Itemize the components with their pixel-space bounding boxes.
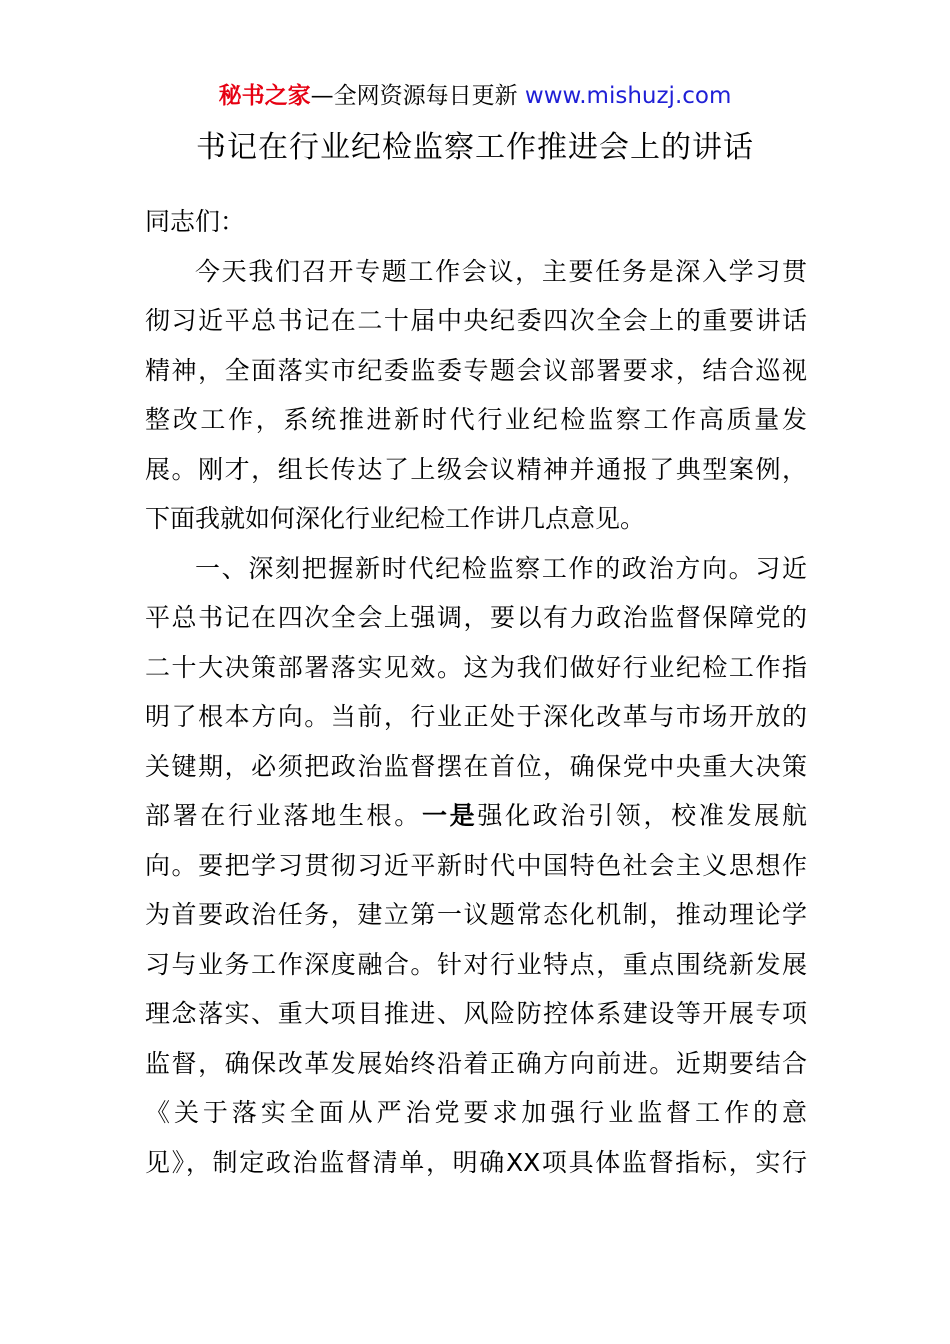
salutation: 同志们：	[145, 207, 246, 236]
paragraph-line: 展。刚才，组长传达了上级会议精神并通报了典型案例，	[145, 454, 807, 484]
paragraph-line: 监督，确保改革发展始终沿着正确方向前进。近期要结合	[145, 1048, 807, 1078]
paragraph-line: 二十大决策部署落实见效。这为我们做好行业纪检工作指	[145, 652, 807, 682]
paragraph-line: 习与业务工作深度融合。针对行业特点，重点围绕新发展	[145, 949, 807, 979]
paragraph-line: 见》，制定政治监督清单，明确XX项具体监督指标，实行	[145, 1147, 807, 1177]
bold-marker: 一是	[421, 801, 478, 830]
document-title: 书记在行业纪检监察工作推进会上的讲话	[196, 130, 754, 165]
section-heading-line: 一、深刻把握新时代纪检监察工作的政治方向。习近	[195, 553, 807, 583]
paragraph-line: 关键期，必须把政治监督摆在首位，确保党中央重大决策	[145, 751, 807, 781]
paragraph-line: 向。要把学习贯彻习近平新时代中国特色社会主义思想作	[145, 850, 807, 880]
paragraph-line: 彻习近平总书记在二十届中央纪委四次全会上的重要讲话	[145, 306, 807, 335]
paragraph-line: 为首要政治任务，建立第一议题常态化机制，推动理论学	[145, 900, 807, 929]
paragraph-line: 理念落实、重大项目推进、风险防控体系建设等开展专项	[145, 999, 807, 1028]
paragraph-line: 《关于落实全面从严治党要求加强行业监督工作的意	[145, 1098, 807, 1127]
paragraph-line: 精神，全面落实市纪委监委专题会议部署要求，结合巡视	[145, 355, 807, 385]
paragraph-line: 整改工作，系统推进新时代行业纪检监察工作高质量发	[145, 405, 807, 434]
text-run: 强化政治引领，校准发展航	[477, 801, 807, 830]
paragraph-line: 今天我们召开专题工作会议，主要任务是深入学习贯	[195, 256, 807, 286]
brand-name: 秘书之家	[218, 83, 311, 109]
paragraph-line-with-bold	[145, 791, 807, 841]
text-run: 部署在行业落地生根。	[145, 801, 422, 830]
paragraph-line: 平总书记在四次全会上强调，要以有力政治监督保障党的	[145, 603, 807, 632]
document-body	[145, 197, 807, 1187]
paragraph-line: 明了根本方向。当前，行业正处于深化改革与市场开放的	[145, 702, 807, 731]
site-header-banner	[0, 80, 950, 112]
header-tagline: —全网资源每日更新	[310, 83, 525, 109]
site-url-link[interactable]: www.mishuzj.com	[524, 83, 732, 109]
paragraph-line: 下面我就如何深化行业纪检工作讲几点意见。	[145, 504, 646, 533]
